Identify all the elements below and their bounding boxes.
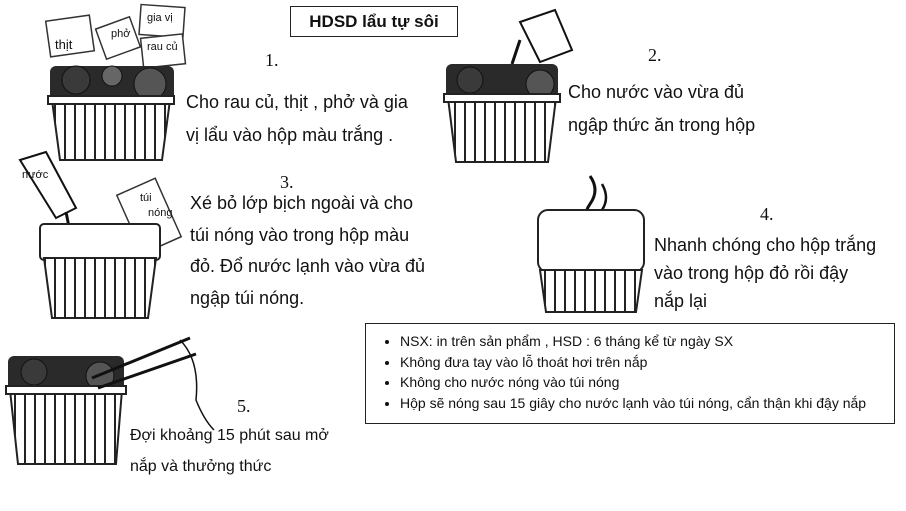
page-title: HDSD lẩu tự sôi (290, 6, 458, 37)
step-2-text: Cho nước vào vừa đủ ngập thức ăn trong hộp (568, 82, 756, 135)
notes-list (370, 331, 888, 413)
packet-label-vegetable: rau củ (147, 41, 178, 53)
step-4-number: 4. (760, 204, 774, 224)
note-item: • Hộp sẽ nóng sau 15 giây cho nước lạnh vào túi nóng, cẩn thận khi đậy nắp (400, 393, 888, 414)
step2-illustration (444, 10, 572, 162)
step-2-number: 2. (648, 45, 662, 65)
step-5-text: Đợi khoảng 15 phút sau mở nắp và thưởng thức (130, 427, 329, 475)
note-item: • Không đưa tay vào lỗ thoát hơi trên nắp (400, 352, 888, 373)
notes-box (365, 323, 895, 424)
step-5-number: 5. (237, 396, 251, 416)
step4-illustration (538, 176, 644, 312)
note-item: • Không cho nước nóng vào túi nóng (400, 372, 888, 393)
step-1-text: Cho rau củ, thịt , phở và gia vị lẩu vào hộp màu trắng . (186, 92, 408, 145)
step-1-number: 1. (265, 50, 279, 70)
packet-label-noodle: phở (111, 28, 131, 40)
step-4-text: Nhanh chóng cho hộp trắng vào trong hộp đỏ rồi đậy nắp lại (654, 235, 877, 311)
bottle-label-water: nước (22, 169, 49, 181)
note-item: • NSX: in trên sản phẩm , HSD : 6 tháng kể từ ngày SX (400, 331, 888, 352)
step-3-number: 3. (280, 172, 294, 192)
packet-label-meat: thịt (55, 37, 73, 52)
step-3-text: Xé bỏ lớp bịch ngoài và cho túi nóng vào trong hộp màu đỏ. Đổ nước lạnh vào vừa đủ ngập túi nóng. (190, 193, 426, 308)
heat-pack-label-2: nóng (148, 207, 173, 219)
heat-pack-label-1: túi (140, 192, 152, 204)
packet-label-spice: gia vị (147, 12, 173, 24)
